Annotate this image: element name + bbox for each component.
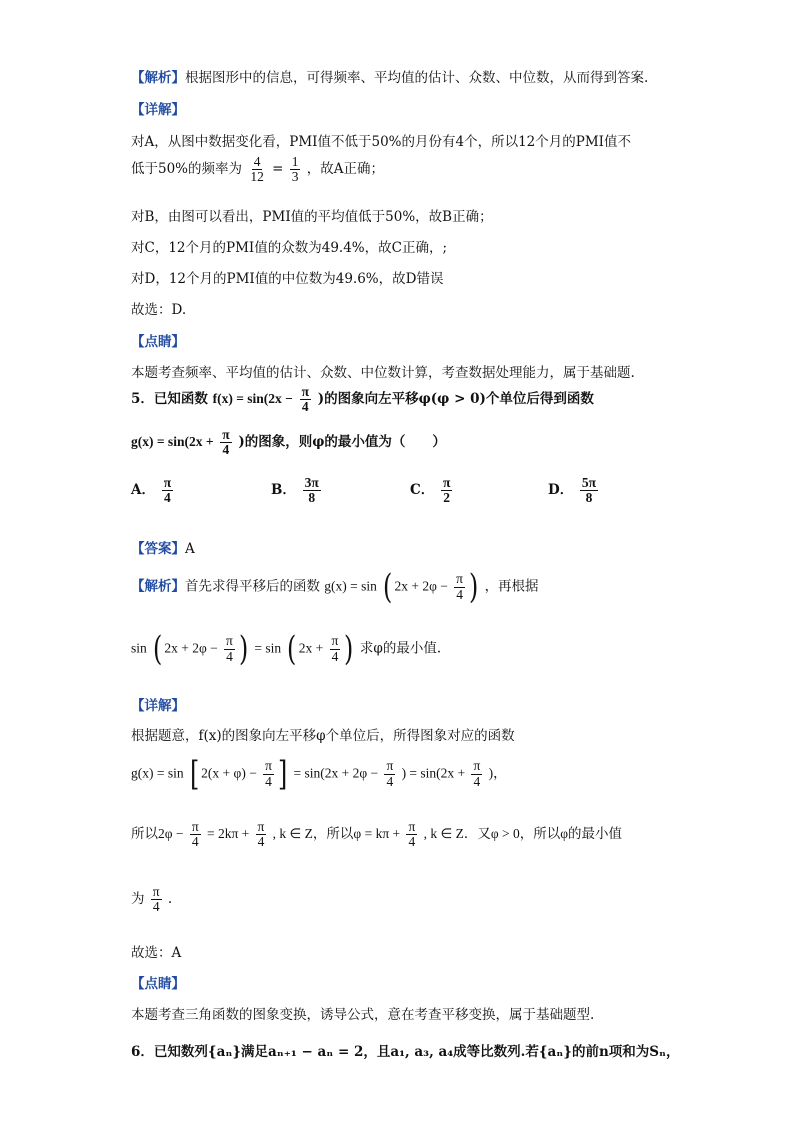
comment-text: 本题考查频率、平均值的估计、众数、中位数计算，考查数据处理能力，属于基础题. [131,365,635,381]
fraction: $\frac{\pi}{4}$ [222,427,230,458]
option-a: A． $\frac{\pi}{4}$ [131,475,172,506]
analysis-line [131,66,648,86]
answer-line: 【答案】A [131,541,195,557]
option-b: B． $\frac{3\pi}{8}$ [271,475,319,506]
fraction: $\frac{\pi}{4}$ [265,758,272,789]
question-5-stem: 5．已知函数 f(x) = sin(2x − $\frac{\pi}{4}$ )的图象向左平移φ(φ > 0)个单位后得到函数 [131,384,594,415]
fraction: $\frac{1}{3}$ [291,154,299,185]
comment-text-2: 本题考查三角函数的图象变换，诱导公式，意在考查平移变换，属于基础题型. [131,1007,595,1023]
comment-tag-2: 【点睛】 [131,976,185,992]
explanation-line-2: sin ( 2x + 2φ − $\frac{\pi}{4}$ ) = sin ( 2x + $\frac{\pi}{4}$ ) 求φ的最小值. [131,629,442,669]
option-c: C． $\frac{\pi}{2}$ [410,475,451,506]
question-6-stem: 6．已知数列{aₙ}满足aₙ₊₁ − aₙ = 2，且a₁, a₃, a₄成等比数列.若{aₙ}的前n项和为Sₙ， [131,1044,680,1060]
analysis-tag: 【解析】 [131,70,185,86]
choice-line: 故选：D. [131,302,187,318]
fraction: $\frac{\pi}{4}$ [226,633,233,664]
choice-line-2: 故选：A [131,945,182,961]
detail2-line-1: 根据题意，f(x)的图象向左平移φ个单位后，所得图象对应的函数 [131,728,515,744]
detail2-line-4: 为 $\frac{\pi}{4}$ . [131,884,173,915]
fraction: $\frac{\pi}{4}$ [257,819,265,850]
detail-line-d: 对D，12个月的PMI值的中位数为49.6%，故D错误 [131,271,444,287]
fraction: $\frac{\pi}{4}$ [473,758,481,789]
detail-tag-2: 【详解】 [131,698,185,714]
detail-line-a-frac: 低于50%的频率为 $\frac{4}{12}$ = $\frac{1}{3}$ ，故A正确； [131,154,385,185]
detail-line-a: 对A，从图中数据变化看，PMI值不低于50%的月份有4个，所以12个月的PMI值不 [131,134,632,150]
detail-line-b: 对B，由图可以看出，PMI值的平均值低于50%，故B正确； [131,209,493,225]
fraction: $\frac{\pi}{4}$ [456,571,463,602]
detail-tag: 【详解】 [131,102,185,118]
fraction: $\frac{\pi}{4}$ [408,819,416,850]
detail2-line-2: g(x) = sin [ 2(x + φ) − $\frac{\pi}{4}$ ] = sin(2x + 2φ − $\frac{\pi}{4}$ ) = sin(2x + $\frac{\pi}{4}$ )， [131,754,507,794]
fraction: $\frac{4}{12}$ [250,154,264,185]
fraction: $\frac{\pi}{4}$ [331,633,339,664]
question-5-stem-2: g(x) = sin(2x + $\frac{\pi}{4}$ )的图象，则φ的最小值为（ ） [131,427,446,458]
detail2-line-3: 所以2φ − $\frac{\pi}{4}$ = 2kπ + $\frac{\pi}{4}$ , k ∈ Z，所以φ = kπ + $\frac{\pi}{4}$ , k ∈ Z．又φ > 0，所以φ的最小值 [131,819,623,850]
option-d: D． $\frac{5\pi}{8}$ [548,475,597,506]
fraction: $\frac{\pi}{4}$ [301,384,309,415]
fraction: $\frac{\pi}{4}$ [152,884,160,915]
fraction: $\frac{\pi}{4}$ [191,819,199,850]
explanation-line-1: 【解析】首先求得平移后的函数 g(x) = sin ( 2x + 2φ − $\frac{\pi}{4}$ ) ，再根据 [131,567,539,607]
detail-line-c: 对C，12个月的PMI值的众数为49.4%，故C正确，; [131,240,448,256]
fraction: $\frac{\pi}{4}$ [386,758,394,789]
analysis-text: 根据图形中的信息，可得频率、平均值的估计、众数、中位数，从而得到答案. [185,70,649,86]
comment-tag: 【点睛】 [131,334,185,350]
